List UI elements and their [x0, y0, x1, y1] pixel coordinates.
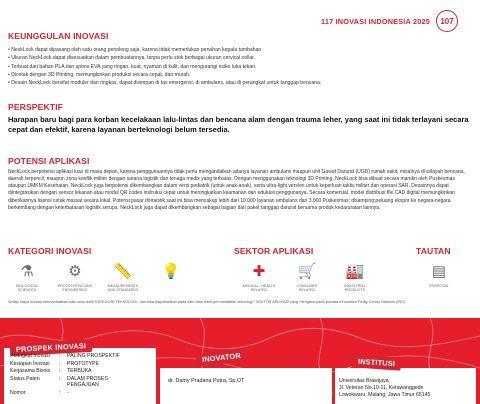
prospek-row: Kesiapan Inovasi : PROTOTYPE — [10, 361, 127, 369]
institusi-line: Jl. Veteran No.10-11, Ketawanggede — [339, 385, 424, 391]
prospek-row: Peringkat Inovasi : PALING PROSPEKTIF — [10, 353, 127, 361]
prospek-value: - — [67, 389, 69, 396]
sektor-item — [288, 259, 326, 293]
prospek-key: Kerjasama Bisnis — [10, 368, 51, 375]
tautan-label[interactable]: PROPOSAL — [429, 284, 449, 288]
sektor-label: INDUSTRIAL PRODUCTS — [344, 284, 366, 293]
kategori-item — [104, 259, 142, 293]
kategori-item — [8, 259, 46, 293]
kategori-item — [56, 259, 94, 293]
inovator-tag: INOVATOR — [195, 348, 247, 366]
kategori-icons — [8, 259, 190, 293]
keunggulan-list — [8, 46, 472, 87]
category-footnote: Setiap karya inovasi memanfaatkan satu atau lebih KATEGORI TEKNOLOGI, dan bisa diaplikasikan pada satu atau lebih permanfaatan teknologi / SEKTOR APLIKASI yang mengacu pada standar Innovation Relay Center Network (IRC) — [8, 300, 406, 304]
keunggulan-item: • Desain NeckLock bersifat moduler dan ringkas, dapat disimpan di tas emergensi, di ambulans, atau di perangkat untuk tanggap bencana. — [8, 80, 322, 87]
health-icon: ✚ — [252, 263, 266, 280]
prospek-value: PALING PROSPEKTIF — [67, 353, 120, 359]
sektor-icons — [240, 259, 374, 293]
sektor-title: SEKTOR APLIKASI — [234, 246, 314, 256]
potensi-title: POTENSI APLIKASI — [8, 156, 90, 166]
sektor-item — [240, 259, 278, 293]
prospek-value: DALAM PROSES PENGAJUAN — [67, 375, 108, 388]
page-number-badge: 107 — [436, 10, 458, 32]
page-header — [321, 10, 458, 32]
document-icon[interactable]: ▤ — [431, 263, 447, 280]
keunggulan-item: • Ukuran NeckLock dapat disesuaikan dalam pembuatannya, tanpa perlu stok berbagai ukuran cervical collar. — [8, 55, 255, 62]
tautan-icons — [420, 259, 458, 288]
institusi-line: Lowokwaru, Malang, Jawa Timur 65145 — [339, 392, 431, 398]
kategori-item — [152, 259, 190, 293]
book-title: 117 INOVASI INDONESIA 2025 — [320, 16, 430, 26]
prospek-key: Kesiapan Inovasi — [10, 360, 50, 367]
sektor-item — [336, 259, 374, 293]
prospek-key: Status Paten — [10, 375, 40, 382]
gear-icon: ⚙ — [68, 263, 82, 280]
microscope-icon: ⚗ — [20, 263, 34, 280]
keunggulan-item: • NeckLock dapat dipasang oleh satu orang penolong saja, karena tidak memerlukan penahan kepala tambahan. — [8, 47, 263, 53]
institusi-line: Universitas Brawijaya — [339, 378, 389, 384]
ruler-icon: 📏 — [113, 263, 133, 280]
prospek-value: PROTOTYPE — [67, 360, 99, 367]
tautan-title: TAUTAN — [416, 246, 451, 256]
potensi-text: NeckLock berpotensi aplikasi luas di masa depan, karena penggunaannya tidak perlu mengandalkan adanya layanan ambulans maupun unit Gawat Darurat (UGD) rumah sakit, misalnya di wilayah bencana, daerah terpencil, maupun zona konflik militer dengan sarana logistik dan tenaga medis yang terbatas. Dengan menggunakan teknologi 3D Printing, NeckLock bisa dibuat secara mandiri oleh Puskesmas ataupun UMKM Kesehatan. NeckLock juga berpotensi dikembangkan dalam versi pediatrik (untuk anak-anak), serta ultra-light version untuk keperluan taktis militer dan operasi SAR. Desainnya dapat diintegrasikan dengan sensor tekanan atau modul QR codes instruksi cepat untuk meningkatkan keamanan dan edukasi penggunanya. Secara komersial, model distribusi file CAD digital memungkinkan diberikannya lisensi cetak massal secara lokal. Potensi pasar domestik saat ini bisa mencakup lebih dari 10.000 layanan ambulans dan 3.000 Puskesmas; disamping peluang ekspor ke negara-negara berkembang dengan keterbatasan logistik serupa. NeckLock juga dapat dikembangkan sebagai bagian dari paket tanggap darurat bersama produk kedaruratan lainnya. — [8, 169, 465, 211]
prospek-row: Kerjasama Bisnis : TERBUKA — [10, 368, 127, 376]
sektor-label: CONSUMER RELATED — [296, 284, 318, 293]
kategori-label: BIOLOGICAL SCIENCES — [16, 284, 38, 293]
lightbulb-icon: 💡 — [161, 263, 181, 280]
inovator-card — [160, 368, 332, 404]
factory-icon: 🏭 — [345, 263, 365, 280]
kategori-label: MEASUREMENTS AND STANDARDS — [107, 284, 139, 293]
keunggulan-item: • Terbuat dari bahan PLA dan spons EVA yang ringan, kuat, nyaman di kulit, dan mengurangi risiko luka tekan. — [8, 63, 257, 70]
kategori-label: PROTOTYPING AND ENGINEERING — [57, 284, 93, 293]
inovator-name: dr. Damy Pradana Putra, Sp.OT — [168, 378, 245, 384]
institusi-address — [339, 378, 430, 399]
keunggulan-title: KEUNGGULAN INOVASI — [8, 31, 109, 41]
prospek-key: Nomor — [10, 389, 26, 396]
tautan-item[interactable] — [420, 259, 458, 288]
kategori-title: KATEGORI INOVASI — [8, 246, 92, 256]
prospek-table — [10, 353, 127, 397]
prospek-row: Nomor : - — [10, 390, 127, 398]
prospek-key: Peringkat Inovasi — [10, 353, 50, 359]
sektor-label: MEDICAL / HEALTH RELATED — [242, 284, 276, 293]
perspektif-title: PERSPEKTIF — [8, 102, 63, 112]
keunggulan-item: • Dicetak dengan 3D Printing, memungkinkan produksi secara cepat, dan murah. — [8, 71, 191, 78]
perspektif-text: Harapan baru bagi para korban kecelakaan lalu-lintas dan bencana alam dengan trauma leher, yang saat ini tidak terlayani secara cepat dan efektif, karena layanan berteknologi belum tersedia. — [8, 115, 469, 134]
cart-icon: 🛒 — [297, 263, 317, 280]
prospek-row: Status Paten : DALAM PROSES PENGAJUAN — [10, 376, 127, 388]
prospek-tag: PROSPEK INOVASI — [10, 339, 93, 356]
prospek-value: TERBUKA — [67, 368, 92, 375]
institusi-tag: INSTITUSI — [352, 354, 402, 370]
